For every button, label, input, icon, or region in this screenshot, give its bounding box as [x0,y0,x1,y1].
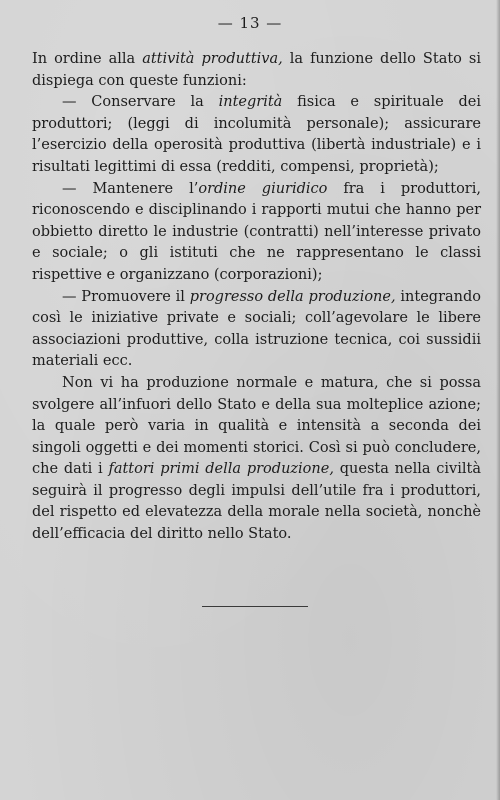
intro-emphasis: attività produttiva, [142,51,283,67]
paragraph-promuovere [32,287,481,373]
mantenere-text-start: — Mantenere l’ [62,180,199,197]
section-divider [202,606,308,607]
mantenere-emphasis: ordine giuridico [198,180,328,197]
page-number: — 13 — [217,14,283,32]
conservare-emphasis: integrità [218,94,283,111]
promuovere-text-end: integrando così le iniziative private e sociali; coll’agevolare le libere associazioni produttive, colla istruzione tecnica, coi sussidii materiali ecc. [32,288,481,370]
mantenere-text-end: fra i produttori, riconoscendo e disciplinando i rapporti mutui che hanno per obbietto diretto le industrie (contratti) nell’interesse privato e sociale; o gli istituti che ne rappresentano le classi rispettive e organizzano (corporazioni); [32,180,481,283]
paragraph-intro [32,49,481,92]
conclusion-text-end: questa nella civiltà seguirà il progresso degli impulsi dell’utile fra i produttori, del rispetto ed elevatezza della morale nella società, nonchè dell’efficacia del diritto nello Stato. [32,461,481,543]
promuovere-emphasis: progresso della produzione, [189,288,396,305]
conclusion-text-start: Non vi ha produzione normale e matura, che si possa svolgere all’infuori dello Stato e della sua molteplice azione; la quale però varia in qualità e intensità a seconda dei singoli oggetti e dei momenti storici. Così si può concludere, che dati i [32,374,481,478]
paragraph-conclusion [32,373,481,546]
conservare-text-end: fisica e spirituale dei produttori; (leggi di incolumità personale); assicurare l’esercizio della operosità produttiva (libertà industriale) e i risultati legittimi di essa (redditi, compensi, proprietà); [32,94,481,175]
conclusion-emphasis: fattori primi della produzione, [108,461,334,478]
conservare-text-start: — Conservare la [62,94,219,111]
promuovere-text-start: — Promuovere il [62,288,190,305]
intro-text-start: In ordine alla [32,51,143,67]
page-edge-shadow [496,0,500,800]
paragraph-conservare [32,92,481,178]
intro-text-end: la funzione dello Stato si dispiega con queste funzioni: [32,51,481,89]
paragraph-mantenere [32,179,481,287]
body-text [32,49,481,546]
